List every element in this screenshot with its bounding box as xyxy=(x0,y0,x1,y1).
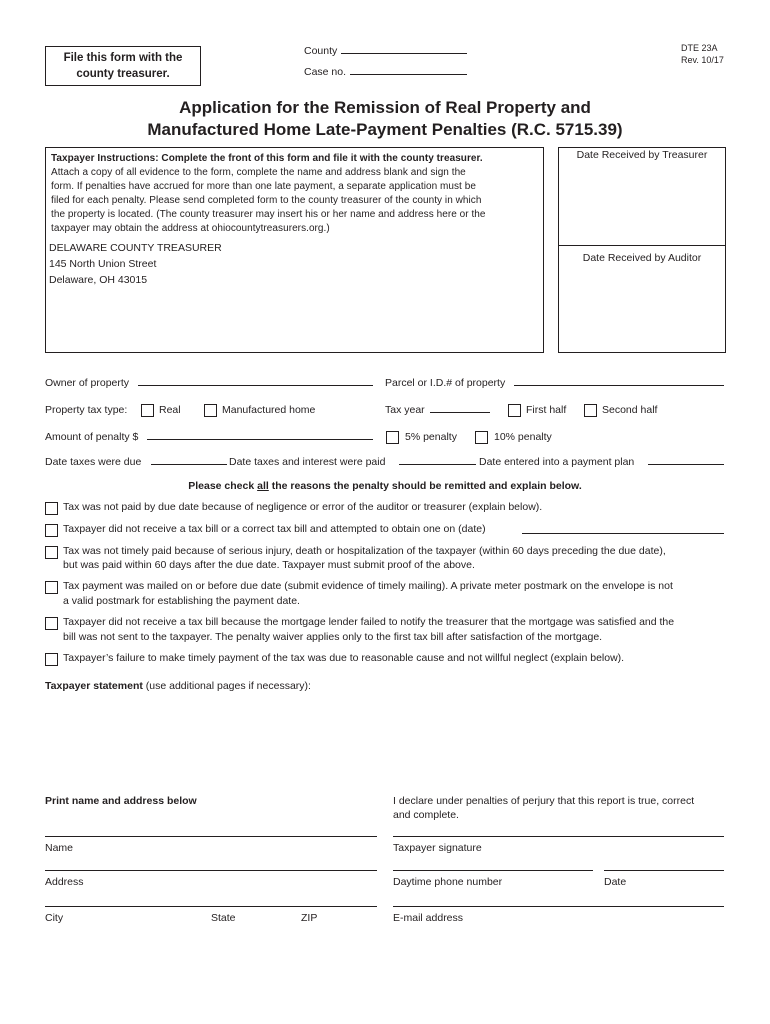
date-paid-label: Date taxes and interest were paid xyxy=(229,456,386,468)
reasons-heading: Please check all the reasons the penalty should be remitted and explain below. xyxy=(188,480,582,492)
city-label: City xyxy=(45,912,64,924)
address-field[interactable] xyxy=(45,870,377,871)
tax-year-label: Tax year xyxy=(385,404,425,416)
date-due-label: Date taxes were due xyxy=(45,456,142,468)
date-plan-field[interactable] xyxy=(648,464,724,465)
signature-label: Taxpayer signature xyxy=(393,842,482,854)
instructions-line: Attach a copy of all evidence to the form, complete the name and address blank and sign the xyxy=(51,167,466,178)
instructions-line: the property is located. (The county treasurer may insert his or her name and address here or the xyxy=(51,209,486,220)
instructions-line: form. If penalties have accrued for more than one late payment, a separate application must be xyxy=(51,181,476,192)
five-percent-label: 5% penalty xyxy=(405,431,457,443)
phone-field[interactable] xyxy=(393,870,593,871)
treasurer-city: Delaware, OH 43015 xyxy=(49,274,148,286)
reason-2-checkbox[interactable] xyxy=(45,524,58,537)
tax-year-field[interactable] xyxy=(430,412,490,413)
reason-5-text-cont: bill was not sent to the taxpayer. The penalty waiver applies only to the first tax bill after satisfaction of the mortgage. xyxy=(63,631,603,643)
file-notice-line1: File this form with the xyxy=(63,52,183,64)
form-title-line1: Application for the Remission of Real Property and xyxy=(179,98,591,117)
penalty-amount-field[interactable] xyxy=(147,439,373,440)
second-half-label: Second half xyxy=(602,404,658,416)
second-half-checkbox[interactable] xyxy=(584,404,597,417)
reason-1-checkbox[interactable] xyxy=(45,502,58,515)
print-name-heading: Print name and address below xyxy=(45,795,197,807)
reason-2-date-field[interactable] xyxy=(522,533,724,534)
revision: Rev. 10/17 xyxy=(681,55,724,65)
address-label: Address xyxy=(45,876,84,888)
date-received-auditor-label: Date Received by Auditor xyxy=(582,252,702,264)
name-label: Name xyxy=(45,842,74,854)
date-box-divider xyxy=(558,245,726,246)
owner-field[interactable] xyxy=(138,385,373,386)
instructions-heading: Taxpayer Instructions: Complete the front of this form and file it with the county treasurer. xyxy=(51,153,483,164)
first-half-label: First half xyxy=(526,404,567,416)
state-label: State xyxy=(211,912,236,924)
parcel-field[interactable] xyxy=(514,385,724,386)
form-id: DTE 23A xyxy=(681,43,718,53)
instructions-line: filed for each penalty. Please send completed form to the county treasurer of the county in which xyxy=(51,195,482,206)
ten-percent-checkbox[interactable] xyxy=(475,431,488,444)
city-state-zip-field[interactable] xyxy=(45,906,377,907)
ten-percent-label: 10% penalty xyxy=(494,431,552,443)
date-received-treasurer-label: Date Received by Treasurer xyxy=(576,149,708,161)
manufactured-home-label: Manufactured home xyxy=(222,404,316,416)
property-type-label: Property tax type: xyxy=(45,404,128,416)
name-field[interactable] xyxy=(45,836,377,837)
reason-3-text-cont: but was paid within 60 days after the due date. Taxpayer must submit proof of the above. xyxy=(63,559,475,571)
instructions-line: taxpayer may obtain the address at ohiocountytreasurers.org.) xyxy=(51,223,330,234)
penalty-amount-label: Amount of penalty $ xyxy=(45,431,139,443)
treasurer-street: 145 North Union Street xyxy=(49,258,157,270)
date-received-box xyxy=(558,147,726,353)
reason-2-text: Taxpayer did not receive a tax bill or a correct tax bill and attempted to obtain one on (date) xyxy=(63,523,486,535)
owner-label: Owner of property xyxy=(45,377,130,389)
file-notice-line2: county treasurer. xyxy=(76,68,170,80)
taxpayer-statement-label: Taxpayer statement (use additional pages if necessary): xyxy=(45,680,311,692)
form-title-line2: Manufactured Home Late-Payment Penalties (R.C. 5715.39) xyxy=(147,120,623,139)
phone-label: Daytime phone number xyxy=(393,876,503,888)
county-field[interactable] xyxy=(341,53,467,54)
date-due-field[interactable] xyxy=(151,464,227,465)
reason-3-checkbox[interactable] xyxy=(45,546,58,559)
reason-4-text-cont: a valid postmark for establishing the payment date. xyxy=(63,595,300,607)
date-plan-label: Date entered into a payment plan xyxy=(479,456,635,468)
signature-field[interactable] xyxy=(393,836,724,837)
reason-5-checkbox[interactable] xyxy=(45,617,58,630)
case-label: Case no. xyxy=(304,66,347,78)
reason-3-text: Tax was not timely paid because of serious injury, death or hospitalization of the taxpayer (within 60 days preceding the due date), xyxy=(63,545,666,557)
real-label: Real xyxy=(159,404,181,416)
five-percent-checkbox[interactable] xyxy=(386,431,399,444)
treasurer-name: DELAWARE COUNTY TREASURER xyxy=(49,242,222,254)
email-field[interactable] xyxy=(393,906,724,907)
taxpayer-statement-area[interactable] xyxy=(45,696,725,786)
reason-6-checkbox[interactable] xyxy=(45,653,58,666)
real-checkbox[interactable] xyxy=(141,404,154,417)
reason-4-text: Tax payment was mailed on or before due date (submit evidence of timely mailing). A private meter postmark on the envelope is not xyxy=(63,580,673,592)
county-label: County xyxy=(304,45,338,57)
email-label: E-mail address xyxy=(393,912,464,924)
date-field[interactable] xyxy=(604,870,724,871)
declaration-line1: I declare under penalties of perjury that this report is true, correct xyxy=(393,795,695,807)
date-label: Date xyxy=(604,876,627,888)
reason-6-text: Taxpayer’s failure to make timely payment of the tax was due to reasonable cause and not willful neglect (explain below). xyxy=(63,652,625,664)
reason-4-checkbox[interactable] xyxy=(45,581,58,594)
date-paid-field[interactable] xyxy=(399,464,476,465)
reason-5-text: Taxpayer did not receive a tax bill because the mortgage lender failed to notify the treasurer that the mortgage was satisfied and the xyxy=(63,616,675,628)
declaration-line2: and complete. xyxy=(393,809,459,821)
manufactured-home-checkbox[interactable] xyxy=(204,404,217,417)
parcel-label: Parcel or I.D.# of property xyxy=(385,377,506,389)
reason-1-text: Tax was not paid by due date because of negligence or error of the auditor or treasurer (explain below). xyxy=(63,501,543,513)
case-field[interactable] xyxy=(350,74,467,75)
zip-label: ZIP xyxy=(301,912,318,924)
first-half-checkbox[interactable] xyxy=(508,404,521,417)
